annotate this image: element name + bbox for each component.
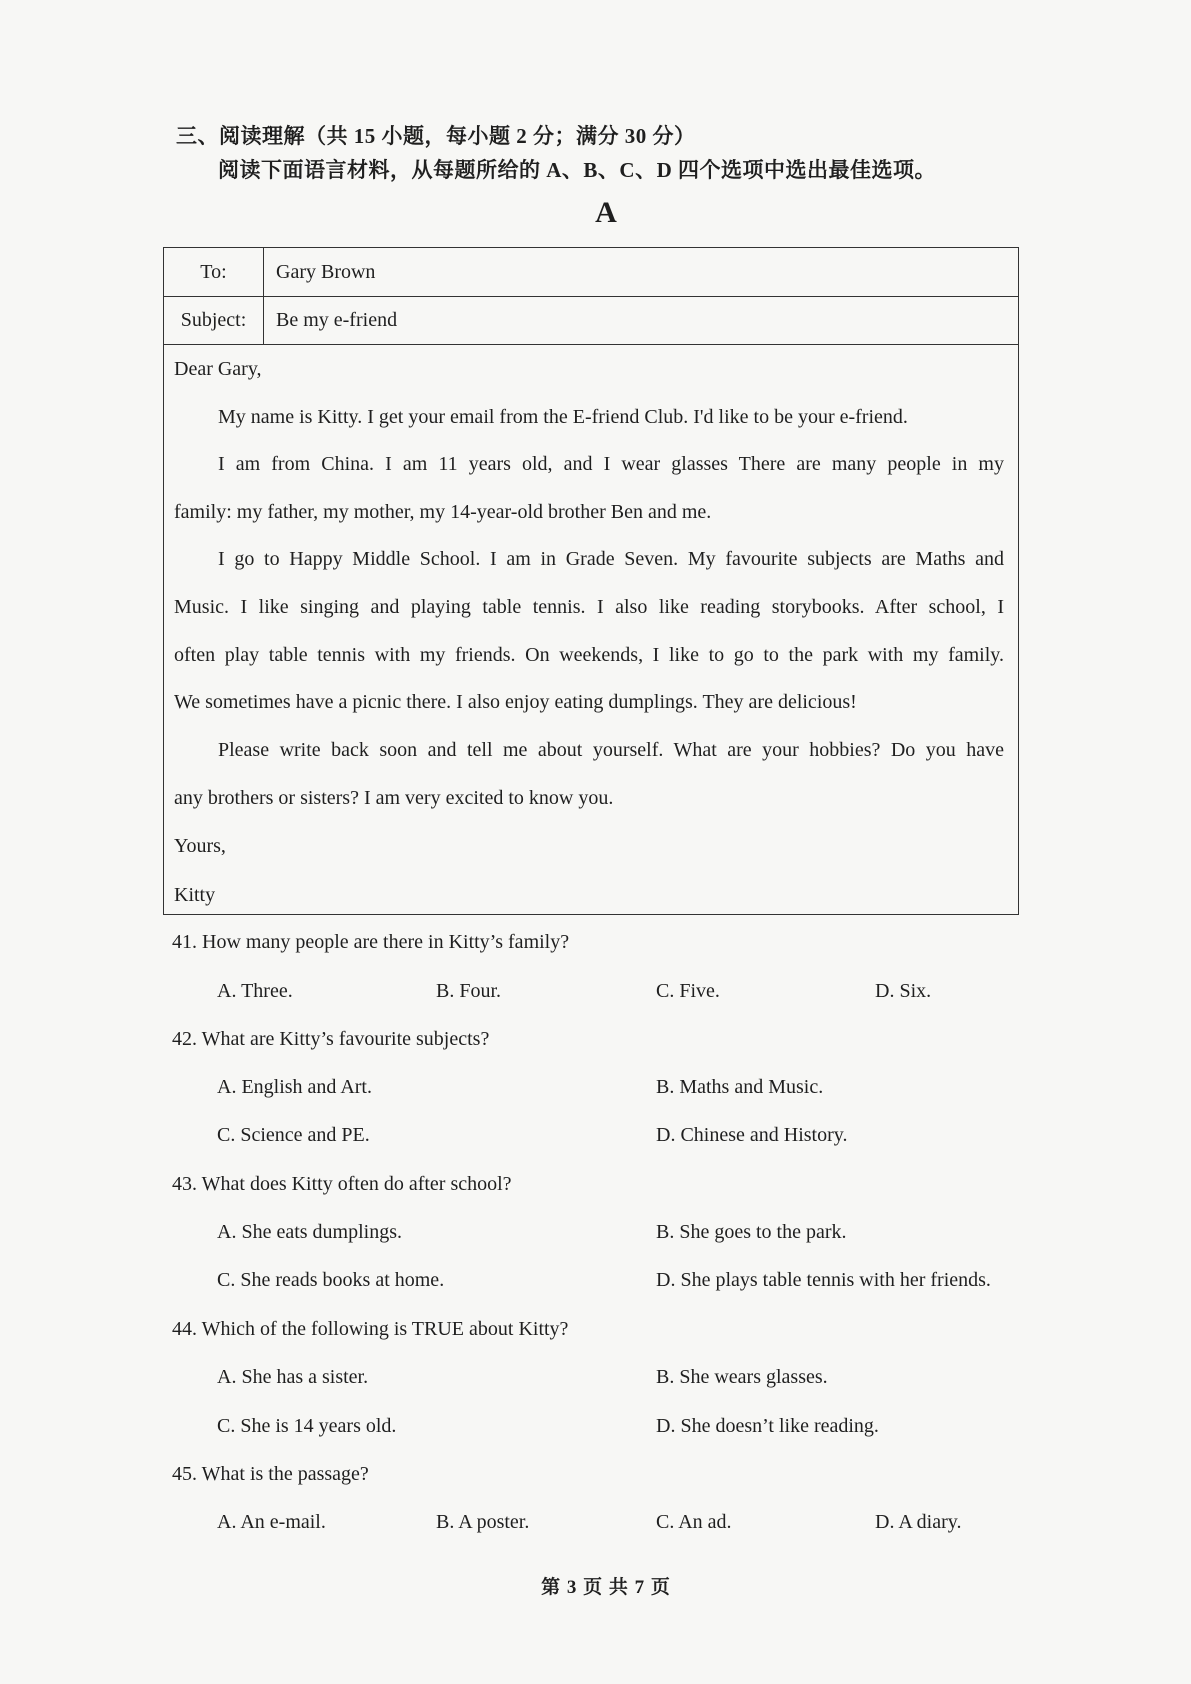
email-subject-row (164, 296, 1018, 345)
email-line: My name is Kitty. I get your email from the E-friend Club. I'd like to be your e-friend. (218, 406, 908, 428)
question-option: A. She has a sister. (217, 1366, 369, 1388)
email-line: We sometimes have a picnic there. I also enjoy eating dumplings. They are delicious! (174, 691, 857, 713)
question-option: A. Three. (217, 980, 293, 1002)
question-option: B. Maths and Music. (656, 1076, 824, 1098)
question-option: B. Four. (436, 980, 502, 1002)
question-stem: 44. Which of the following is TRUE about Kitty? (172, 1318, 569, 1340)
email-signature: Kitty (174, 884, 216, 906)
email-to-row (164, 248, 1018, 297)
question-option: C. Science and PE. (217, 1124, 370, 1146)
question-stem: 41. How many people are there in Kitty’s family? (172, 931, 570, 953)
question-option: B. She wears glasses. (656, 1366, 828, 1388)
question-option: C. She reads books at home. (217, 1269, 445, 1291)
question-option: B. She goes to the park. (656, 1221, 847, 1243)
email-subject-value: Be my e-friend (276, 309, 398, 331)
email-line: I go to Happy Middle School. I am in Grade Seven. My favourite subjects are Maths and (218, 548, 1004, 570)
question-stem: 45. What is the passage? (172, 1463, 369, 1485)
question-option: D. She doesn’t like reading. (656, 1415, 879, 1437)
email-line: Music. I like singing and playing table tennis. I also like reading storybooks. After school, I (174, 596, 1004, 618)
section-instruction: 阅读下面语言材料，从每题所给的 A、B、C、D 四个选项中选出最佳选项。 (218, 158, 937, 182)
question-option: A. She eats dumplings. (217, 1221, 402, 1243)
email-greeting: Dear Gary, (174, 358, 262, 380)
email-line: Please write back soon and tell me about yourself. What are your hobbies? Do you have (218, 739, 1004, 761)
email-to-label: To: (164, 248, 264, 296)
question-option: D. A diary. (875, 1511, 962, 1533)
email-line: I am from China. I am 11 years old, and I wear glasses There are many people in my (218, 453, 1004, 475)
page-footer: 第 3 页 共 7 页 (541, 1577, 671, 1598)
question-stem: 43. What does Kitty often do after school? (172, 1173, 512, 1195)
email-line: any brothers or sisters? I am very excited to know you. (174, 787, 614, 809)
email-subject-label: Subject: (164, 296, 264, 344)
email-to-value: Gary Brown (276, 261, 376, 283)
question-option: C. Five. (656, 980, 720, 1002)
question-option: D. Chinese and History. (656, 1124, 848, 1146)
section-title: 三、阅读理解（共 15 小题，每小题 2 分；满分 30 分） (176, 124, 696, 148)
email-closing: Yours, (174, 835, 226, 857)
passage-label: A (595, 196, 617, 229)
email-box (163, 247, 1019, 915)
question-option: A. English and Art. (217, 1076, 372, 1098)
question-option: C. She is 14 years old. (217, 1415, 397, 1437)
question-option: D. Six. (875, 980, 932, 1002)
email-line: often play table tennis with my friends. On weekends, I like to go to the park with my family. (174, 644, 1004, 666)
question-option: D. She plays table tennis with her friends. (656, 1269, 991, 1291)
email-line: family: my father, my mother, my 14-year-old brother Ben and me. (174, 501, 712, 523)
question-option: B. A poster. (436, 1511, 530, 1533)
question-option: A. An e-mail. (217, 1511, 326, 1533)
question-stem: 42. What are Kitty’s favourite subjects? (172, 1028, 490, 1050)
question-option: C. An ad. (656, 1511, 732, 1533)
